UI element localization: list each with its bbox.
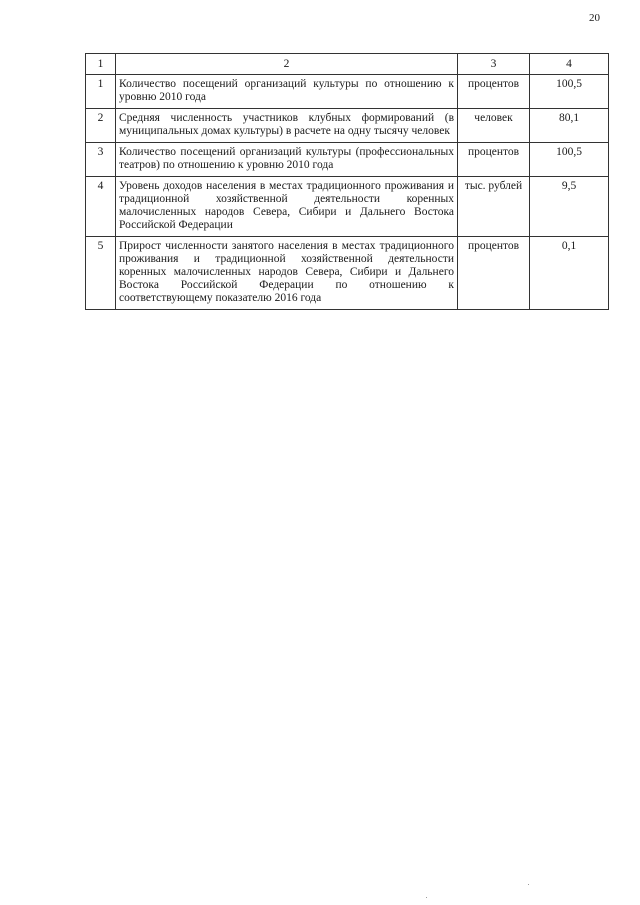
column-header-2: 2 xyxy=(116,54,458,75)
indicator-value: 100,5 xyxy=(530,143,609,177)
column-header-3: 3 xyxy=(458,54,530,75)
table-row xyxy=(86,237,609,310)
table-row xyxy=(86,75,609,109)
column-header-4: 4 xyxy=(530,54,609,75)
page-number: 20 xyxy=(589,12,600,24)
row-number: 5 xyxy=(86,237,116,310)
unit-of-measure: человек xyxy=(458,109,530,143)
column-header-1: 1 xyxy=(86,54,116,75)
indicator-value: 0,1 xyxy=(530,237,609,310)
table-row xyxy=(86,143,609,177)
indicator-name: Средняя численность участников клубных формирований (в муниципальных домах культуры) в расчете на одну тысячу человек xyxy=(116,109,458,143)
indicator-name: Количество посещений организаций культуры по отношению к уровню 2010 года xyxy=(116,75,458,109)
unit-of-measure: процентов xyxy=(458,237,530,310)
unit-of-measure: процентов xyxy=(458,75,530,109)
indicator-name: Количество посещений организаций культуры (профессиональных театров) по отношению к уровню 2010 года xyxy=(116,143,458,177)
table-row xyxy=(86,109,609,143)
scan-speck xyxy=(426,897,427,898)
row-number: 3 xyxy=(86,143,116,177)
row-number: 4 xyxy=(86,177,116,237)
table-row xyxy=(86,177,609,237)
indicator-name: Прирост численности занятого населения в местах традиционного проживания и традиционной хозяйственной деятельности коренных малочисленных народов Севера, Сибири и Дальнего Востока Российской Федерации по отношению к соответствующему показателю 2016 года xyxy=(116,237,458,310)
row-number: 1 xyxy=(86,75,116,109)
row-number: 2 xyxy=(86,109,116,143)
scan-speck xyxy=(528,884,529,885)
table-header-row xyxy=(86,54,609,75)
indicator-value: 100,5 xyxy=(530,75,609,109)
indicator-value: 80,1 xyxy=(530,109,609,143)
unit-of-measure: тыс. рублей xyxy=(458,177,530,237)
indicators-table xyxy=(85,53,609,310)
indicator-name: Уровень доходов населения в местах традиционного проживания и традиционной хозяйственной деятельности коренных малочисленных народов Севера, Сибири и Дальнего Востока Российской Федерации xyxy=(116,177,458,237)
unit-of-measure: процентов xyxy=(458,143,530,177)
indicator-value: 9,5 xyxy=(530,177,609,237)
